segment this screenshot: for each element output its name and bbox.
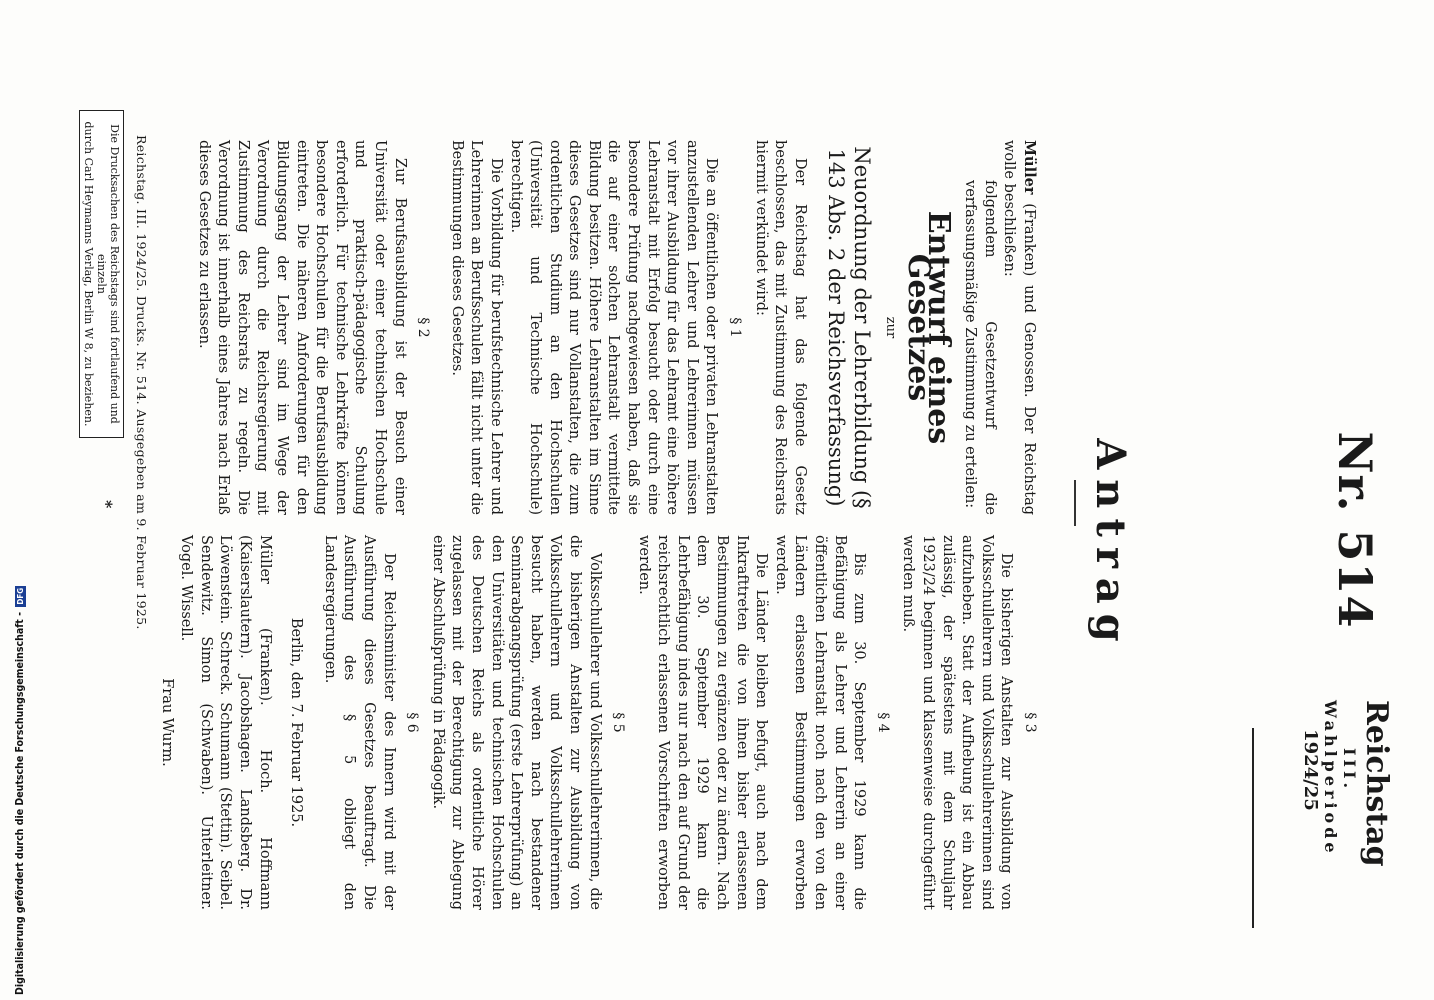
paragraph-3-text: Die bisherigen Anstalten zur Ausbildung von Volksschullehrern und Volksschullehrerinnen sind aufzuheben. Statt der Aufhebung ist ein Abbau zulässig, der spätestens mit dem Schuljahr 1923/24 beginnen und klassenweise durchgeführt werden muß. — [900, 535, 1015, 910]
paragraph-3-heading: § 3 — [1022, 712, 1038, 733]
intro-lead-name: Müller — [1021, 140, 1038, 195]
footer-notice-box — [79, 110, 124, 438]
paragraph-1-text: Die an öffentlichen oder privaten Lehranstalten anzustellenden Lehrer und Lehrerinnen müssen vor ihrer Ausbildung für das Lehramt eine höhere Lehranstalt mit Erfolg besucht oder durch eine besondere Prüfung nachgewiesen haben, daß sie die auf einer solchen Lehranstalt vermittelte Bildung besitzen. Höhere Lehranstalten im Sinne dieses Gesetzes sind nur Vollanstalten, die zum ordentlichen Studium an den Hochschulen (Universität und Technische Hochschule) berechtigen. — [507, 140, 720, 515]
paragraph-6-text: Der Reichsminister des Innern wird mit der Ausführung dieses Gesetzes beauftragt. Die Ausführung des § 5 obliegt den Landesregierungen. — [321, 535, 397, 910]
header-rule — [1252, 728, 1254, 928]
draft-zur: zur — [883, 316, 899, 339]
signatories: Müller (Franken). Hoch. Hoffmann (Kaiserslautern). Jacobshagen. Landsberg. Dr. Löwenstein. Schreck. Schumann (Stettin). Seibel. Sendewitz. Simon (Schwaben). Unterleitner. Vogel. Wissell. — [178, 535, 273, 910]
intro-text: (Franken) und Genossen. Der Reichstag wolle beschließen: — [1001, 140, 1037, 515]
preamble: Der Reichstag hat das folgende Gesetz beschlossen, das mit Zustimmung des Reichsrats hiermit verkündet wird: — [752, 140, 808, 515]
header-reichstag-block — [1300, 700, 1394, 867]
paragraph-4-text: Bis zum 30. September 1929 kann die Befähigung als Lehrer und Lehrerin an einer öffentlichen Lehranstalt noch nach den von den Ländern erlassenen Bestimmungen erworben werden. — [772, 535, 868, 910]
paragraph-2-text: Zur Berufsausbildung ist der Besuch einer Universität oder einer technischen Hochschule und praktisch-pädagogische Schulung erforderlich. Für technische Lehrkräfte können besondere Hochschulen für die Berufsausbildung eintreten. Die näheren Anforderungen für den Bildungsgang der Lehrer sind im Wege der Verordnung durch die Reichsregierung mit Zustimmung des Reichsrats zu regeln. Die Verordnung ist innerhalb eines Jahres nach Erlaß dieses Gesetzes zu erlassen. — [195, 140, 408, 515]
signature-place-date: Berlin, den 7. Februar 1925. — [288, 617, 305, 828]
paragraph-5-heading: § 5 — [610, 712, 627, 733]
paragraph-4-heading: § 4 — [874, 712, 891, 733]
paragraph-1-text2: Die Vorbildung für berufstechnische Lehrer und Lehrerinnen an Berufsschulen fällt nicht unter die Bestimmungen dieses Gesetzes. — [448, 140, 504, 515]
paragraph-5-text: Volksschullehrer und Volksschullehrerinnen, die die bisherigen Anstalten zur Ausbildung von Volksschullehrern und Volksschullehrerinnen besucht haben, werden nach bestandener Seminarabgangsprüfung (erste Lehrerprüfung) an den Universitäten und technischen Hochschulen des Deutschen Reichs als ordentliche Hörer zugelassen mit der Berechtigung zur Ablegung einer Abschlußprüfung in Pädagogik. — [429, 535, 603, 910]
footer-star: * — [97, 500, 116, 509]
title-rule — [1075, 480, 1077, 526]
draft-subject: Neuordnung der Lehrerbildung (§ 143 Abs. 2 der Reichsverfassung) — [823, 146, 874, 509]
footer-notice-line2: durch Carl Heymanns Verlag, Berlin W 8, zu beziehen. — [82, 121, 95, 427]
paragraph-2-heading: § 2 — [415, 317, 432, 338]
paragraph-6-heading: § 6 — [404, 712, 421, 733]
footer-line: Reichstag. III. 1924/25. Drucks. Nr. 514. Ausgegeben am 9. Februar 1925. — [134, 135, 149, 630]
document-number: Nr. 514 — [1328, 431, 1382, 629]
paragraph-1-heading: § 1 — [727, 317, 744, 338]
period-years: 1924/25 — [1300, 729, 1321, 811]
left-column — [193, 140, 1039, 515]
dfg-logo: DFG — [15, 587, 25, 605]
intro-paragraph — [999, 140, 1039, 515]
footer-notice-line1: Die Drucksachen des Reichstags sind fortlaufend und einzeln — [95, 124, 121, 424]
digitization-text: Digitalisierung gefördert durch die Deutsche Forschungsgemeinschaft - — [14, 611, 26, 995]
legislative-period: III. Wahlperiode — [1321, 700, 1359, 857]
signatory-last: Frau Wurm. — [158, 678, 175, 767]
document-title: Antrag — [1087, 438, 1134, 652]
intro-request: folgendem Gesetzentwurf die verfassungsmäßige Zustimmung zu erteilen: — [962, 180, 998, 515]
paragraph-4-text2: Die Länder bleiben befugt, auch nach dem Inkrafttreten die von ihnen bisher erlassenen Bestimmungen zu ergänzen oder zu ändern. Nach dem 30. September 1929 kann die Lehrbefähigung indes nur nach den auf Grund der reichsrechtlich erlassenen Vorschriften erworben werden. — [635, 535, 770, 910]
right-column — [156, 535, 1039, 910]
draft-title: Entwurf eines Gesetzes — [901, 210, 956, 445]
parliament-name: Reichstag — [1359, 700, 1394, 867]
